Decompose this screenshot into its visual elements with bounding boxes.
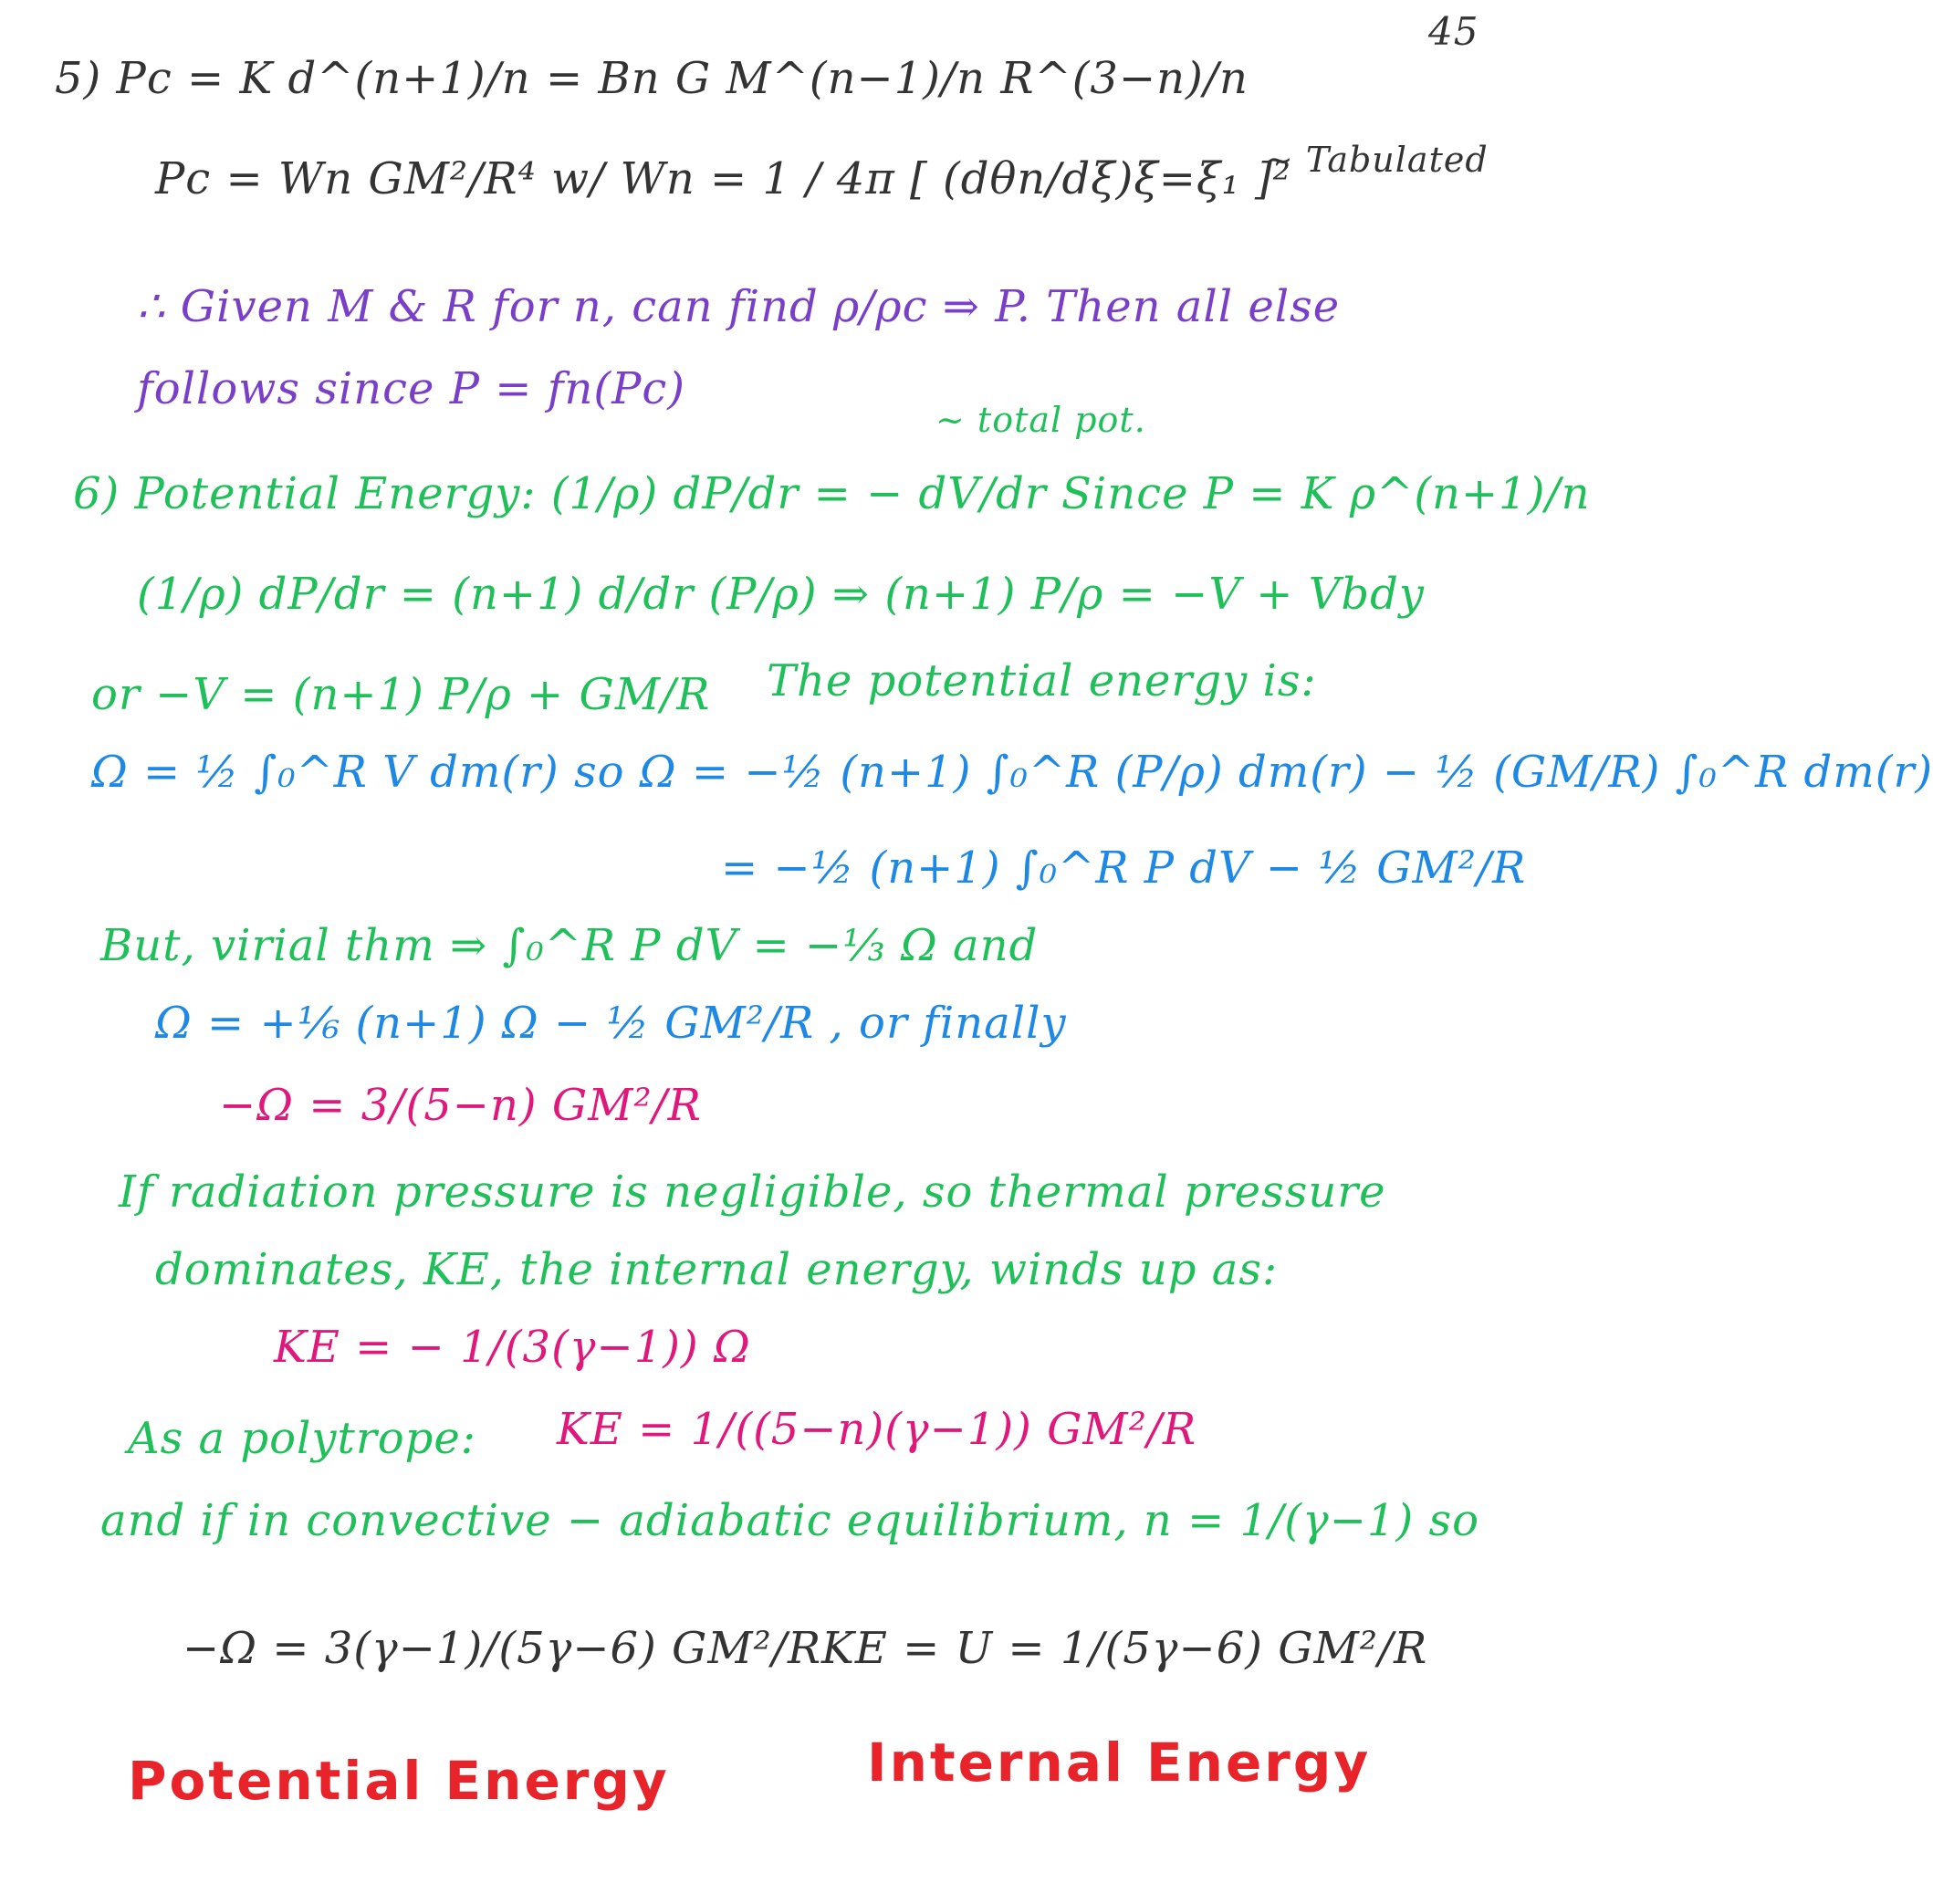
section6-line3-right: The potential energy is: <box>767 655 1317 706</box>
polytrope-label: As a polytrope: <box>128 1413 476 1464</box>
convective-line: and if in convective − adiabatic equilibrium, n = 1/(γ−1) so <box>100 1495 1479 1546</box>
page-number: 45 <box>1428 9 1479 54</box>
radiation-line2: dominates, KE, the internal energy, winds up as: <box>155 1244 1279 1295</box>
omega-definition: Ω = ½ ∫₀^R V dm(r) so Ω = −½ (n+1) ∫₀^R (P/ρ) dm(r) − ½ (GM/R) ∫₀^R dm(r) <box>91 747 1933 798</box>
omega-result: −Ω = 3/(5−n) GM²/R <box>219 1080 702 1131</box>
section6-line2: (1/ρ) dP/dr = (n+1) d/dr (P/ρ) ⇒ (n+1) P/ρ = −V + Vbdy <box>137 569 1425 620</box>
given-line1: ∴ Given M & R for n, can find ρ/ρc ⇒ P. Then all else <box>137 281 1341 332</box>
given-line2: follows since P = fn(Pc) <box>137 363 686 414</box>
potential-energy-equation: −Ω = 3(γ−1)/(5γ−6) GM²/R <box>183 1623 822 1674</box>
ke-equation-2: KE = 1/((5−n)(γ−1)) GM²/R <box>557 1404 1197 1455</box>
section5-line2: Pc = Wn GM²/R⁴ w/ Wn = 1 / 4π [ (dθn/dξ)ξ=ξ₁ ]² <box>155 153 1291 204</box>
section5-line1: 5) Pc = K d^(n+1)/n = Bn G M^(n−1)/n R^(3−n)/n <box>55 53 1249 104</box>
internal-energy-equation: KE = U = 1/(5γ−6) GM²/R <box>821 1623 1428 1674</box>
section6-line1: 6) Potential Energy: (1/ρ) dP/dr = − dV/dr Since P = K ρ^(n+1)/n <box>73 468 1591 519</box>
omega-definition-2: = −½ (n+1) ∫₀^R P dV − ½ GM²/R <box>721 842 1527 894</box>
virial-line2: Ω = +⅙ (n+1) Ω − ½ GM²/R , or finally <box>155 998 1067 1049</box>
tabulated-note: ~ Tabulated <box>1264 140 1489 180</box>
potential-energy-label: Potential Energy <box>128 1750 670 1812</box>
section6-line3: or −V = (n+1) P/ρ + GM/R <box>91 669 711 720</box>
virial-line1: But, virial thm ⇒ ∫₀^R P dV = −⅓ Ω and <box>100 920 1039 971</box>
total-pot-note: ~ total pot. <box>935 400 1146 440</box>
ke-equation-1: KE = − 1/(3(γ−1)) Ω <box>274 1322 751 1373</box>
internal-energy-label: Internal Energy <box>867 1731 1372 1794</box>
radiation-line1: If radiation pressure is negligible, so thermal pressure <box>119 1166 1386 1218</box>
